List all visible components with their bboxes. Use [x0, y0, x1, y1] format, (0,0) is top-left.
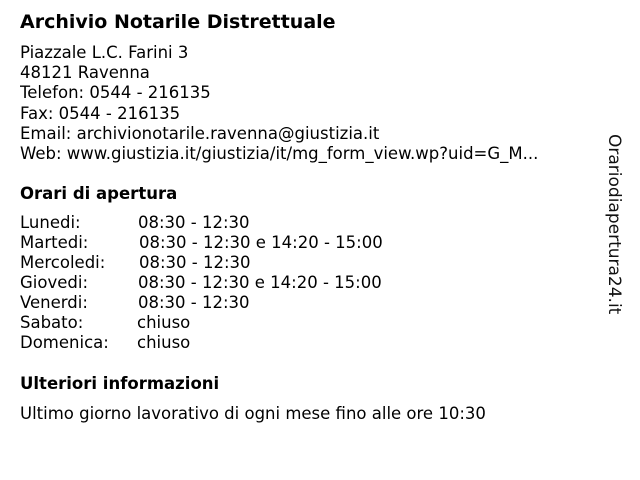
day-label: Giovedi:	[20, 273, 88, 292]
address-city: 48121 Ravenna	[20, 63, 150, 83]
address-street: Piazzale L.C. Farini 3	[20, 43, 189, 62]
opening-hours-heading: Orari di apertura	[20, 184, 178, 203]
site-watermark: Orariodiapertura24.it	[604, 134, 624, 315]
time-value: 08:30 - 12:30 e 14:20 - 15:00	[139, 233, 383, 252]
time-value: chiuso	[137, 313, 191, 332]
day-label: Lunedi:	[20, 213, 81, 232]
day-label: Venerdi:	[20, 293, 88, 312]
more-info-heading: Ulteriori informazioni	[20, 374, 220, 393]
time-value: 08:30 - 12:30	[139, 253, 251, 272]
time-value: 08:30 - 12:30	[138, 293, 250, 312]
time-value: chiuso	[137, 333, 191, 352]
more-info-text: Ultimo giorno lavorativo di ogni mese fino alle ore 10:30	[20, 404, 486, 423]
time-value: 08:30 - 12:30	[138, 213, 250, 232]
day-label: Sabato:	[20, 313, 84, 332]
web-line: Web: www.giustizia.it/giustizia/it/mg_form_view.wp?uid=G_M...	[20, 144, 539, 164]
time-value: 08:30 - 12:30 e 14:20 - 15:00	[138, 273, 382, 292]
day-label: Domenica:	[20, 333, 109, 352]
office-name: Archivio Notarile Distrettuale	[20, 11, 336, 33]
phone-line: Telefon: 0544 - 216135	[20, 83, 211, 103]
email-line: Email: archivionotarile.ravenna@giustizia.it	[20, 123, 380, 143]
day-label: Martedi:	[20, 233, 89, 252]
day-label: Mercoledi:	[20, 253, 106, 272]
contact-block	[20, 43, 590, 164]
fax-line: Fax: 0544 - 216135	[20, 103, 181, 123]
